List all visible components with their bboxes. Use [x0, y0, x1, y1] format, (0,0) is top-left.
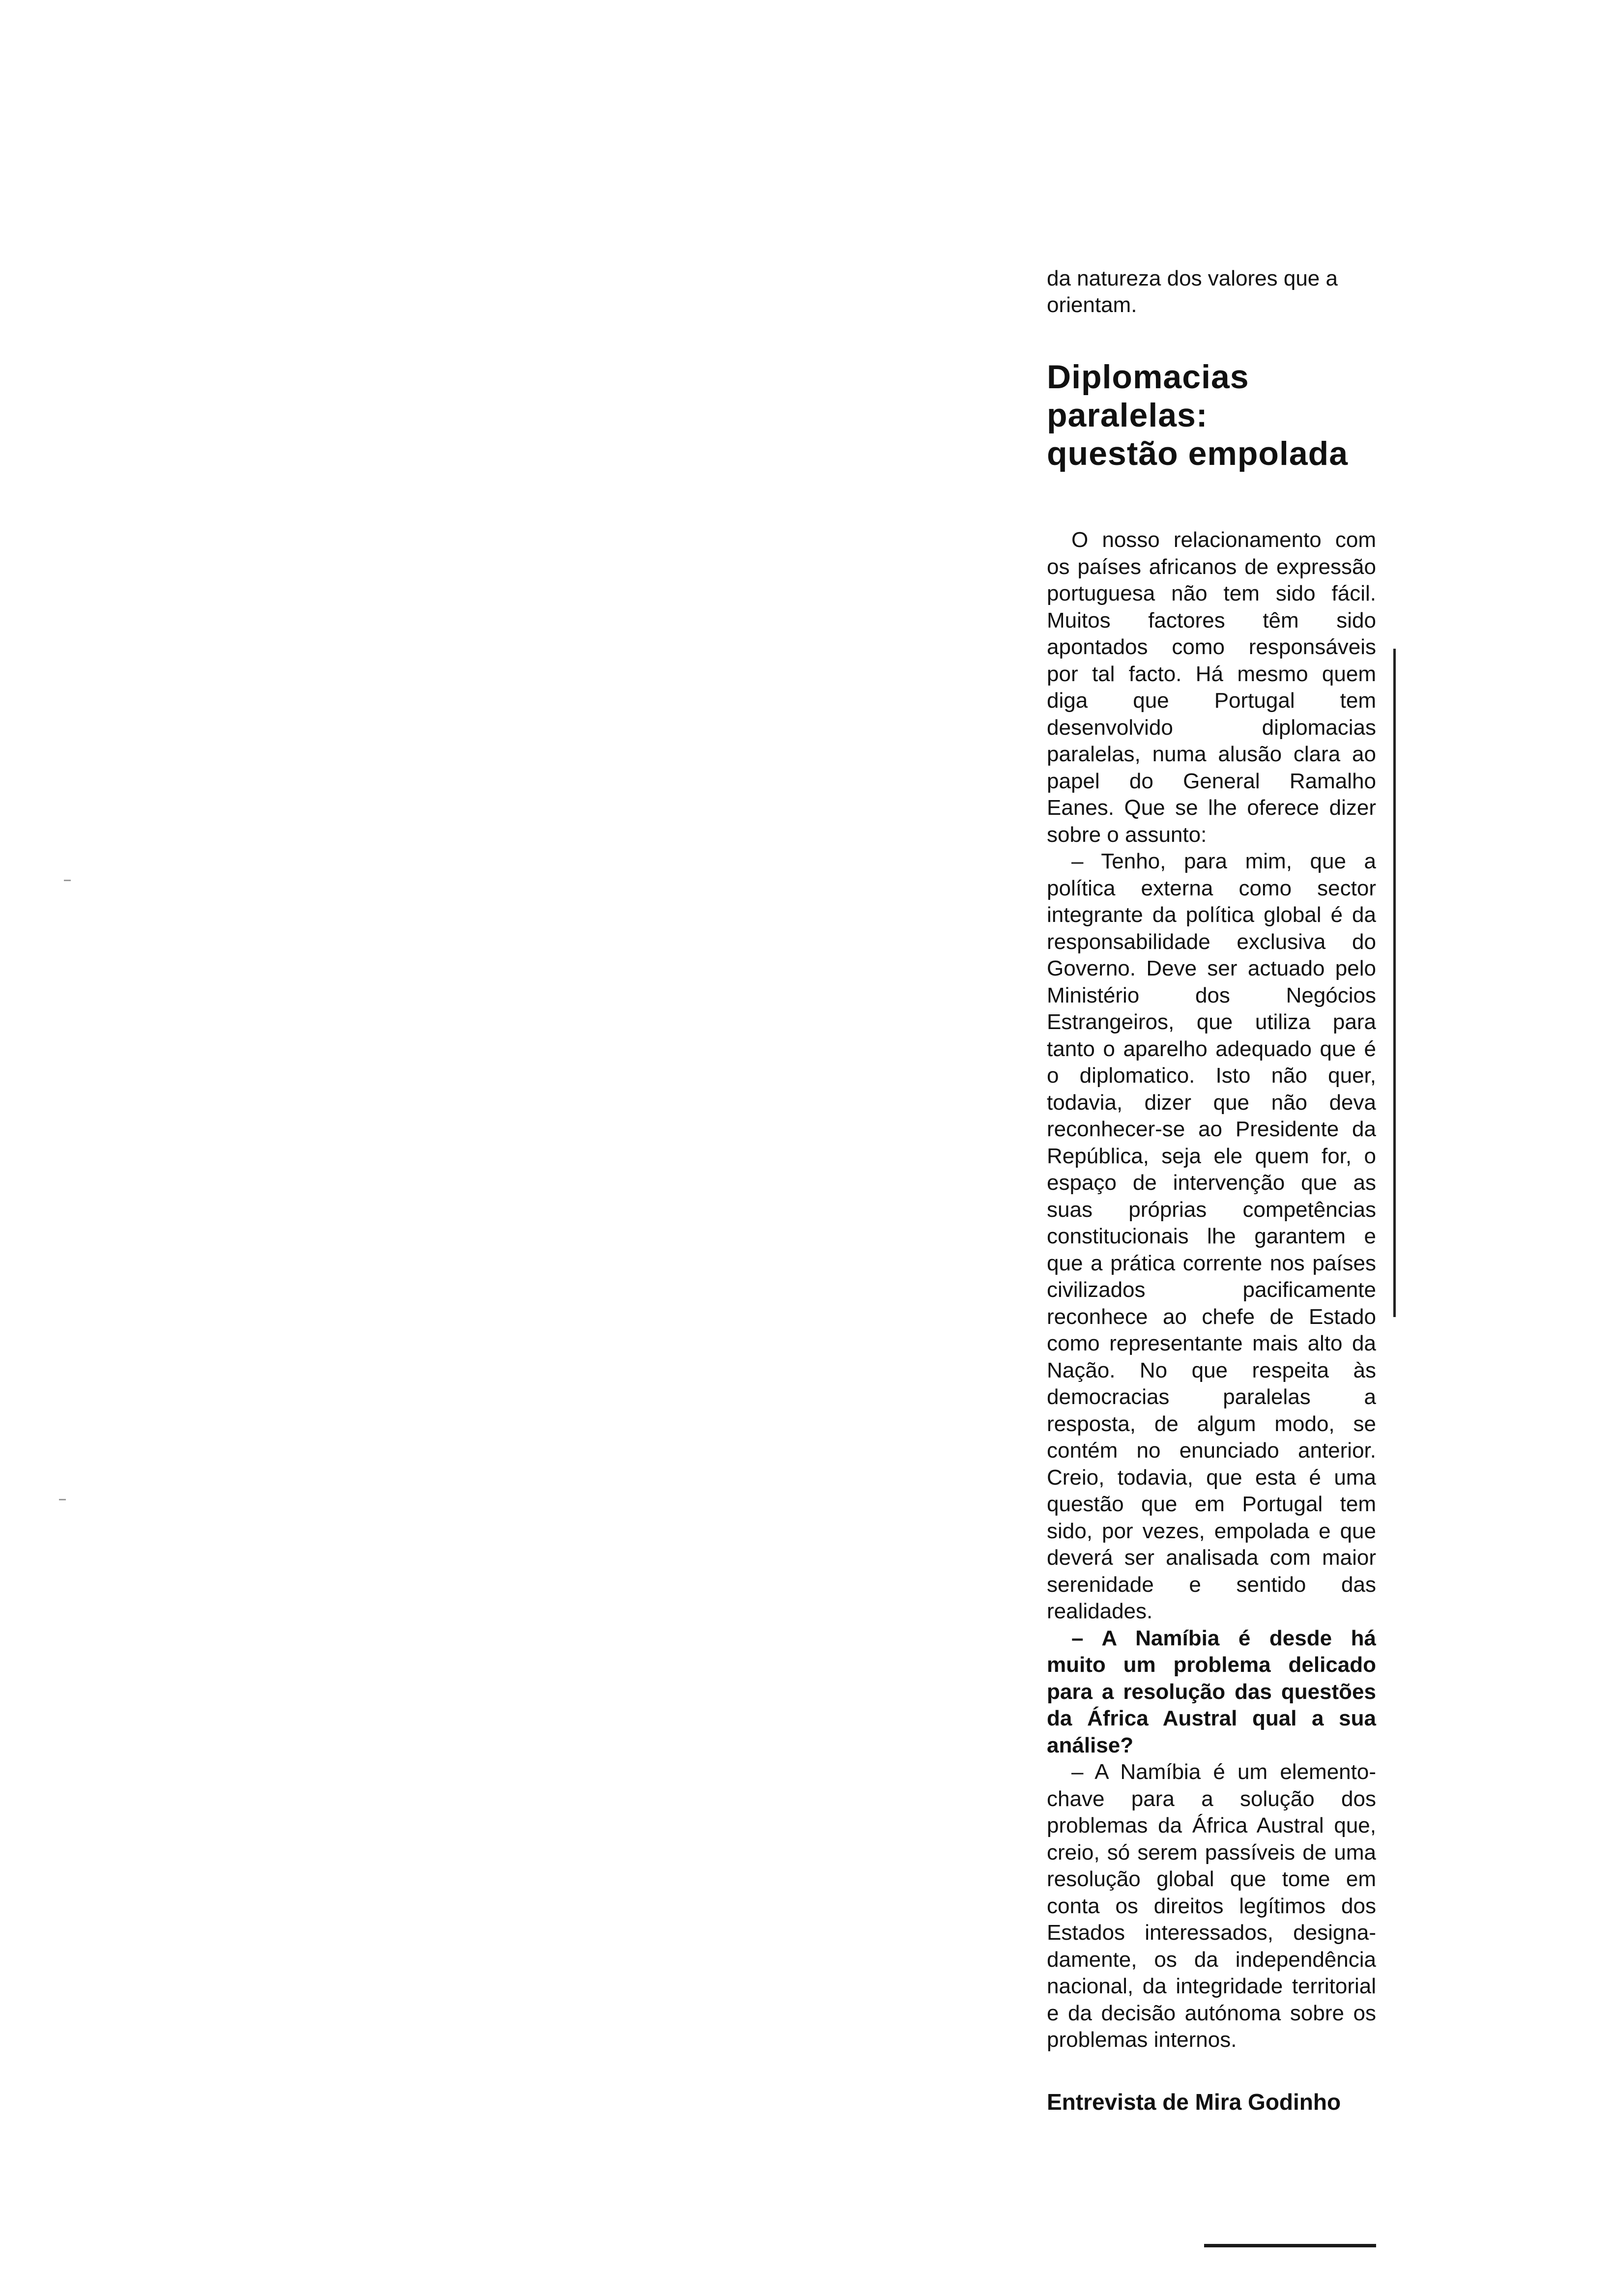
- article-signature: Entrevista de Mira Godinho: [1047, 2089, 1341, 2115]
- article-column: [1047, 265, 1376, 2116]
- headline-line-3: questão empolada: [1047, 435, 1349, 472]
- scan-speck: [59, 1499, 66, 1500]
- paragraph-answer-2: – A Namíbia é um elemento-chave para a solução dos problemas da África Austral que, creio, só serem passíveis de uma resolução global que tome em conta os direitos legítimos dos Estados interessados, designadamente, os da independência nacional, da integridade territorial e da decisão autónoma sobre os problemas internos.: [1047, 1760, 1376, 2052]
- scan-speck: [64, 880, 71, 881]
- headline-line-2: paralelas:: [1047, 397, 1208, 434]
- paragraph-question-1: O nosso relacionamento com os países africanos de expressão portuguesa não tem sido fácil. Muitos factores têm sido apontados como responsáveis por tal facto. Há mesmo quem diga que Portugal tem desenvolvido diplomacias paralelas, numa alusão clara ao papel do General Ramalho Eanes. Que se lhe oferece dizer sobre o assunto:: [1047, 528, 1376, 847]
- headline-line-1: Diplomacias: [1047, 358, 1249, 396]
- bottom-rule: [1204, 2244, 1376, 2247]
- paragraph-question-2: – A Namíbia é desde há muito um problema delicado para a resolução das questões da África Austral qual a sua análise?: [1047, 1626, 1376, 1757]
- paragraph-answer-1: – Tenho, para mim, que a política externa como sector integrante da política global é da responsabilidade exclusiva do Governo. Deve ser actuado pelo Ministério dos Negócios Estrangeiros, que utiliza para tanto o aparelho adequado que é o diplomatico. Isto não quer, todavia, dizer que não deva reconhecer-se ao Presidente da República, seja ele quem for, o espaço de intervenção que as suas próprias competências constitucionais lhe garantem e que a prática corrente nos países civilizados pacificamente reconhece ao chefe de Estado como representante mais alto da Nação. No que respeita às democracias paralelas a resposta, de algum modo, se contém no enunciado anterior. Creio, todavia, que esta é uma questão que em Portugal tem sido, por vezes, empolada e que deverá ser analisada com maior serenidade e sentido das realidades.: [1047, 849, 1376, 1623]
- article-headline: [1047, 358, 1376, 473]
- article-body: [1047, 527, 1376, 2054]
- margin-rule: [1393, 649, 1396, 1317]
- lead-in-text: da natureza dos valores que a orientam.: [1047, 266, 1338, 317]
